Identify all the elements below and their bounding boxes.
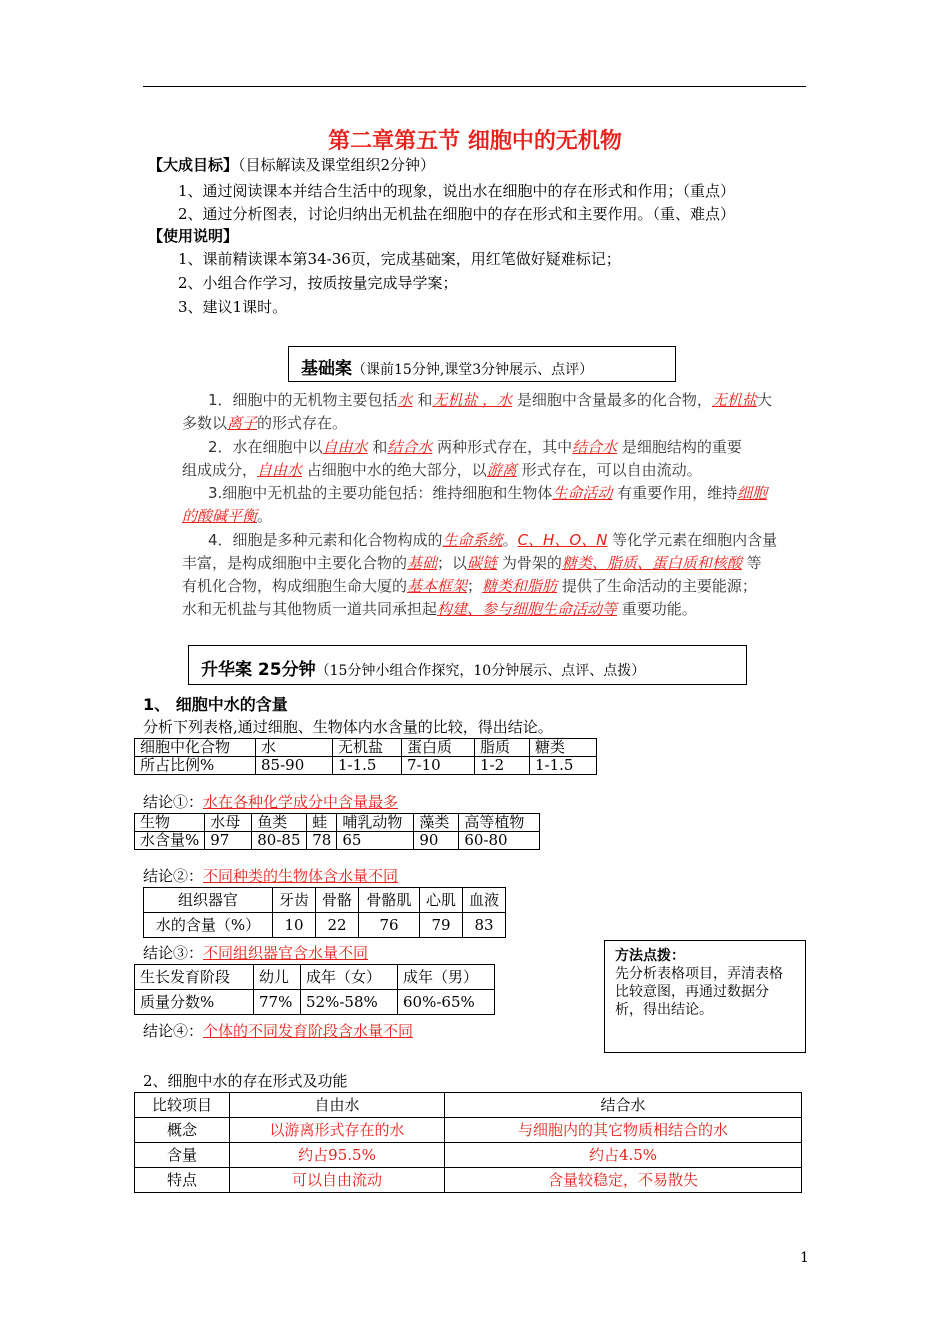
table-cell: 特点 [135, 1168, 230, 1193]
table-cell: 76 [359, 913, 420, 938]
table-row [135, 739, 597, 757]
table-cell: 生长发育阶段 [135, 965, 254, 990]
answer-blank: 碳链 [467, 554, 498, 572]
advance-note: （15分钟小组合作探究，10分钟展示、点评、点拨） [315, 663, 646, 679]
usage-item: 1、课前精读课本第34-36页，完成基础案，用红笔做好疑难标记； [178, 250, 621, 268]
basis-line: 2．水在细胞中以自由水 和结合水 两种形式存在，其中结合水 是细胞结构的重要 [208, 438, 742, 456]
table-row [135, 757, 597, 775]
table-cell: 幼儿 [254, 965, 301, 990]
table-cell: 蛋白质 [402, 739, 475, 757]
table-cell: 自由水 [230, 1093, 445, 1118]
table-row [135, 990, 495, 1015]
table-cell: 水 [256, 739, 333, 757]
table-cell: 60-80 [459, 832, 540, 850]
table-cell: 所占比例% [135, 757, 256, 775]
table-cell: 1-2 [475, 757, 530, 775]
table-cell: 水的含量（%） [144, 913, 273, 938]
page-number: 1 [800, 1250, 809, 1266]
tip-body: 先分析表格项目，弄清表格比较意图，再通过数据分析，得出结论。 [615, 966, 783, 1018]
table-row [135, 965, 495, 990]
table-row [144, 913, 506, 938]
answer-blank: 糖类、脂质、蛋白质和核酸 [561, 554, 742, 572]
goals-heading: 【大成目标】 [148, 156, 239, 174]
basis-line: 4．细胞是多种元素和化合物构成的生命系统。C、H、O、N 等化学元素在细胞内含量 [208, 531, 778, 549]
answer-blank: 基础 [407, 554, 438, 572]
table-cell: 心肌 [420, 888, 463, 913]
advance-box [188, 645, 747, 685]
table-cell: 概念 [135, 1118, 230, 1143]
growth-table [134, 964, 495, 1015]
basis-line: 多数以离子的形式存在。 [182, 414, 348, 432]
answer-blank: 的酸碱平衡 [182, 507, 258, 525]
basis-box [288, 346, 676, 382]
basis-line: 3.细胞中无机盐的主要功能包括：维持细胞和生物体生命活动 有重要作用，维持细胞 [208, 484, 768, 502]
compound-table [134, 738, 597, 775]
conclusion-3: 结论③：不同组织器官含水量不同 [143, 944, 369, 962]
usage-heading: 【使用说明】 [148, 227, 239, 245]
table-cell: 77% [254, 990, 301, 1015]
answer-blank: 结合水 [572, 438, 618, 456]
answer-blank: 水 [497, 391, 513, 409]
table-cell: 质量分数% [135, 990, 254, 1015]
basis-note: （课前15分钟,课堂3分钟展示、点评） [352, 362, 594, 378]
table-cell: 含量较稳定，不易散失 [445, 1168, 802, 1193]
basis-line: 有机化合物，构成细胞生命大厦的基本框架；糖类和脂肪 提供了生命活动的主要能源； [182, 577, 757, 595]
table-cell: 成年（男） [398, 965, 495, 990]
answer-blank: 无机盐 [711, 391, 757, 409]
table-cell: 22 [316, 913, 359, 938]
table-row [135, 1168, 802, 1193]
table-cell: 糖类 [530, 739, 597, 757]
table-cell: 骨骼 [316, 888, 359, 913]
table-row [135, 1143, 802, 1168]
table-cell: 骨骼肌 [359, 888, 420, 913]
table-cell: 83 [463, 913, 506, 938]
answer-blank: 生命系统 [442, 531, 503, 549]
water-form-table [134, 1092, 802, 1193]
section1-intro: 分析下列表格,通过细胞、生物体内水含量的比较，得出结论。 [143, 718, 553, 736]
table-cell: 52%-58% [301, 990, 398, 1015]
table-cell: 约占95.5% [230, 1143, 445, 1168]
advance-heading: 升华案 25分钟 [201, 660, 316, 680]
table-cell: 79 [420, 913, 463, 938]
goal-item: 1、通过阅读课本并结合生活中的现象，说出水在细胞中的存在形式和作用；（重点） [178, 182, 736, 200]
table-cell: 生物 [135, 814, 205, 832]
basis-line: 丰富，是构成细胞中主要化合物的基础；以碳链 为骨架的糖类、脂质、蛋白质和核酸 等 [182, 554, 762, 572]
table-cell: 97 [205, 832, 252, 850]
table-cell: 高等植物 [459, 814, 540, 832]
table-cell: 血液 [463, 888, 506, 913]
goals-note: （目标解读及课堂组织2分钟） [238, 156, 436, 174]
table-cell: 水含量% [135, 832, 205, 850]
table-cell: 10 [273, 913, 316, 938]
table-cell: 7-10 [402, 757, 475, 775]
usage-item: 2、小组合作学习，按质按量完成导学案； [178, 274, 458, 292]
section2-heading: 2、细胞中水的存在形式及功能 [143, 1072, 348, 1090]
answer-blank: 水 [397, 391, 413, 409]
tip-heading: 方法点拨： [615, 948, 685, 964]
table-row [135, 1118, 802, 1143]
table-row [144, 888, 506, 913]
basis-line: 组成成分，自由水 占细胞中水的绝大部分，以游离 形式存在，可以自由流动。 [182, 461, 702, 479]
table-cell: 以游离形式存在的水 [230, 1118, 445, 1143]
answer-blank: C、H、O、N [517, 531, 608, 549]
conclusion-2: 结论②：不同种类的生物体含水量不同 [143, 867, 399, 885]
table-cell: 约占4.5% [445, 1143, 802, 1168]
answer-blank: 无机盐 ， [432, 391, 498, 409]
table-cell: 无机盐 [333, 739, 402, 757]
tissue-table [143, 887, 506, 938]
table-row [135, 832, 540, 850]
table-row [135, 1093, 802, 1118]
answer-blank: 生命活动 [552, 484, 613, 502]
answer-blank: 自由水 [322, 438, 368, 456]
answer-blank: 自由水 [257, 461, 303, 479]
answer-blank: 结合水 [387, 438, 433, 456]
table-row [135, 814, 540, 832]
table-cell: 1-1.5 [333, 757, 402, 775]
answer-blank: 细胞 [737, 484, 768, 502]
answer-blank: 游离 [486, 461, 517, 479]
table-cell: 脂质 [475, 739, 530, 757]
table-cell: 78 [307, 832, 337, 850]
answer-blank: 离子 [227, 414, 258, 432]
table-cell: 85-90 [256, 757, 333, 775]
table-cell: 牙齿 [273, 888, 316, 913]
basis-line: 1．细胞中的无机物主要包括水 和无机盐 ，水 是细胞中含量最多的化合物，无机盐大 [208, 391, 772, 409]
method-tip-box [604, 940, 806, 1053]
table-cell: 藻类 [414, 814, 459, 832]
answer-blank: 基本框架 [407, 577, 468, 595]
conclusion-1: 结论①：水在各种化学成分中含量最多 [143, 793, 399, 811]
table-cell: 鱼类 [252, 814, 307, 832]
top-rule [143, 86, 806, 87]
basis-heading: 基础案 [301, 359, 352, 379]
page-title: 第二章第五节 细胞中的无机物 [328, 129, 622, 154]
table-cell: 含量 [135, 1143, 230, 1168]
answer-blank: 糖类和脂肪 [482, 577, 558, 595]
table-cell: 与细胞内的其它物质相结合的水 [445, 1118, 802, 1143]
table-cell: 水母 [205, 814, 252, 832]
answer-blank: 构建、参与细胞生命活动等 [437, 600, 618, 618]
section1-heading: 1、 细胞中水的含量 [143, 695, 288, 714]
table-cell: 65 [337, 832, 414, 850]
table-cell: 60%-65% [398, 990, 495, 1015]
table-cell: 组织器官 [144, 888, 273, 913]
table-cell: 细胞中化合物 [135, 739, 256, 757]
basis-line: 水和无机盐与其他物质一道共同承担起构建、参与细胞生命活动等 重要功能。 [182, 600, 697, 618]
goals-header [148, 154, 435, 175]
table-cell: 可以自由流动 [230, 1168, 445, 1193]
table-cell: 比较项目 [135, 1093, 230, 1118]
basis-line: 的酸碱平衡。 [182, 507, 273, 525]
goal-item: 2、通过分析图表，讨论归纳出无机盐在细胞中的存在形式和主要作用。（重、难点） [178, 205, 736, 223]
table-cell: 蛙 [307, 814, 337, 832]
usage-item: 3、建议1课时。 [178, 298, 288, 316]
table-cell: 90 [414, 832, 459, 850]
table-cell: 成年（女） [301, 965, 398, 990]
table-cell: 80-85 [252, 832, 307, 850]
table-cell: 哺乳动物 [337, 814, 414, 832]
conclusion-4: 结论④：个体的不同发育阶段含水量不同 [143, 1022, 414, 1040]
table-cell: 结合水 [445, 1093, 802, 1118]
organism-table [134, 813, 540, 850]
table-cell: 1-1.5 [530, 757, 597, 775]
